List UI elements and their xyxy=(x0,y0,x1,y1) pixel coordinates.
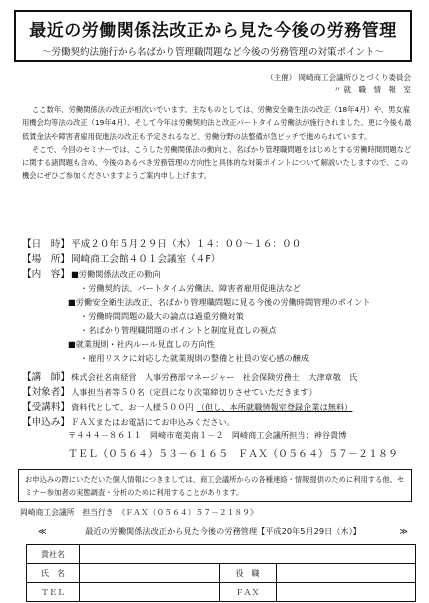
organizer-prefix: （主催） xyxy=(266,73,297,82)
date-row xyxy=(22,236,301,250)
content-item: ■労働安全衛生法改正、名ばかり管理職問題に見る今後の労働時間管理のポイント xyxy=(68,297,371,307)
content-label: 【内 容】 xyxy=(22,269,70,280)
place-label: 【場 所】 xyxy=(22,254,70,265)
place-value: 岡崎商工会館４０１会議室（４F） xyxy=(71,254,221,265)
role-field[interactable] xyxy=(276,564,416,583)
date-label: 【日 時】 xyxy=(22,239,70,250)
fee-note: （但し、本所就職情報室登録企業は無料） xyxy=(196,402,353,412)
content-item: ・労働時間問題の最大の論点は過重労働対策 xyxy=(80,311,244,321)
fax-label: ＦＡＸ xyxy=(219,583,276,602)
target-value: 人事担当者等５０名（定員になり次第締切りさせていただきます） xyxy=(71,387,317,397)
content-item: ・雇用リスクに対応した就業規則の整備と社員の安心感の醸成 xyxy=(80,353,310,363)
lecturer-label: 【講 師】 xyxy=(22,372,70,383)
date-value: 平成２０年５月２９日（木）１４：００～１６：００ xyxy=(71,239,302,250)
content-item: ■就業規則・社内ルール見直しの方向性 xyxy=(68,339,215,349)
privacy-notice: お申込みの際にいただいた個人情報につきましては、商工会議所からの各種連絡・情報提供のために利用する他、セミナー参加者の実態調査・分析のために利用することがあります。 xyxy=(18,469,412,502)
contact-phone-fax: ＴＥＬ（０５６４）５３－６１６５ ＦＡＸ（０５６４）５７－２１８９ xyxy=(68,449,398,460)
lecturer-value: 株式会社名南経営 人事労務部マネージャー 社会保険労務士 大津章敬 氏 xyxy=(71,372,358,382)
contact-address: 〒４４４－８６１１ 岡崎市竜美南１－２ 岡崎商工会議所担当：神谷貴博 xyxy=(68,430,347,440)
form-row-company xyxy=(27,545,416,564)
organizer-ditto: 〃 xyxy=(333,85,342,94)
company-label: 貴社名 xyxy=(27,545,80,564)
fee-value: 資料代として、お一人様５００円 xyxy=(71,402,194,412)
content-item: ■労働関係法改正の動向 xyxy=(71,269,161,279)
organizer-line-1 xyxy=(181,72,411,84)
apply-value: ＦＡＸまたはお電話にてお申込みください。 xyxy=(71,417,235,427)
content-row xyxy=(22,266,161,280)
organizer-line-2 xyxy=(181,84,411,96)
company-field[interactable] xyxy=(80,545,416,564)
lecturer-row xyxy=(22,369,357,383)
fax-contact: 岡崎商工会議所 担当行き 《ＦＡＸ（０５６４）５７－２１８９》 xyxy=(20,508,258,517)
tel-field[interactable] xyxy=(80,583,220,602)
name-field[interactable] xyxy=(80,564,220,583)
page-subtitle: ～労働契約法施行から名ばかり管理職問題など今後の労務管理の対策ポイント～ xyxy=(41,47,384,58)
target-row xyxy=(22,384,317,398)
fax-field[interactable] xyxy=(276,583,416,602)
intro-paragraph-2: そこで、今回のセミナーでは、こうした労働関係法の動向と、名ばかり管理職問題をはじめとする労働時間問題などに関する諸問題も含め、今後のあるべき労務管理の方向性と具体的な対策ポイントについて解説いたしますので、この機会にぜひご参加くださいますようご案内申し上げます。 xyxy=(22,144,412,181)
fee-label: 【受講料】 xyxy=(22,402,70,413)
form-row-name xyxy=(27,564,416,583)
title-box xyxy=(14,10,412,62)
form-title-text: 最近の労働関係法改正から見た今後の労務管理【平成20年5月29日（木）】 xyxy=(85,526,361,536)
intro-paragraph-1: ここ数年、労働関係法の改正が相次いでいます。主なものとしては、労働安全衛生法の改正（18年4月）や、男女雇用機会均等法の改正（19年4月）、そして今年は労働契約法と改正パートタイム労働法が施行されました。更に今後も最低賃金法や障害者雇用促進法の改正も予定されるなど、労働分野の法整備が急ピッチで進められています。 xyxy=(22,105,412,141)
organizer-block xyxy=(181,72,411,96)
page-title: 最近の労働関係法改正から見た今後の労務管理 xyxy=(29,21,397,41)
name-label: 氏 名 xyxy=(27,564,80,583)
apply-row xyxy=(22,414,235,428)
apply-label: 【申込み】 xyxy=(22,417,70,428)
organizer-name: 岡崎商工会議所ひとづくり委員会 xyxy=(298,73,411,82)
target-label: 【対象者】 xyxy=(22,387,70,398)
content-item: ・労働契約法、パートタイム労働法、障害者雇用促進法など xyxy=(80,283,301,293)
form-title-left-bracket: ≪ xyxy=(38,526,47,536)
form-row-contact xyxy=(27,583,416,602)
content-item: ・名ばかり管理職問題のポイントと制度見直しの視点 xyxy=(80,325,277,335)
fee-row xyxy=(22,399,352,413)
organizer-name-2: 就 職 情 報 室 xyxy=(343,85,411,94)
intro-text xyxy=(22,103,414,183)
role-label: 役 職 xyxy=(219,564,276,583)
tel-label: ＴＥＬ xyxy=(27,583,80,602)
form-title-right-bracket: ≫ xyxy=(399,526,408,536)
place-row xyxy=(22,251,221,265)
form-title xyxy=(38,526,408,537)
registration-form xyxy=(26,544,416,602)
